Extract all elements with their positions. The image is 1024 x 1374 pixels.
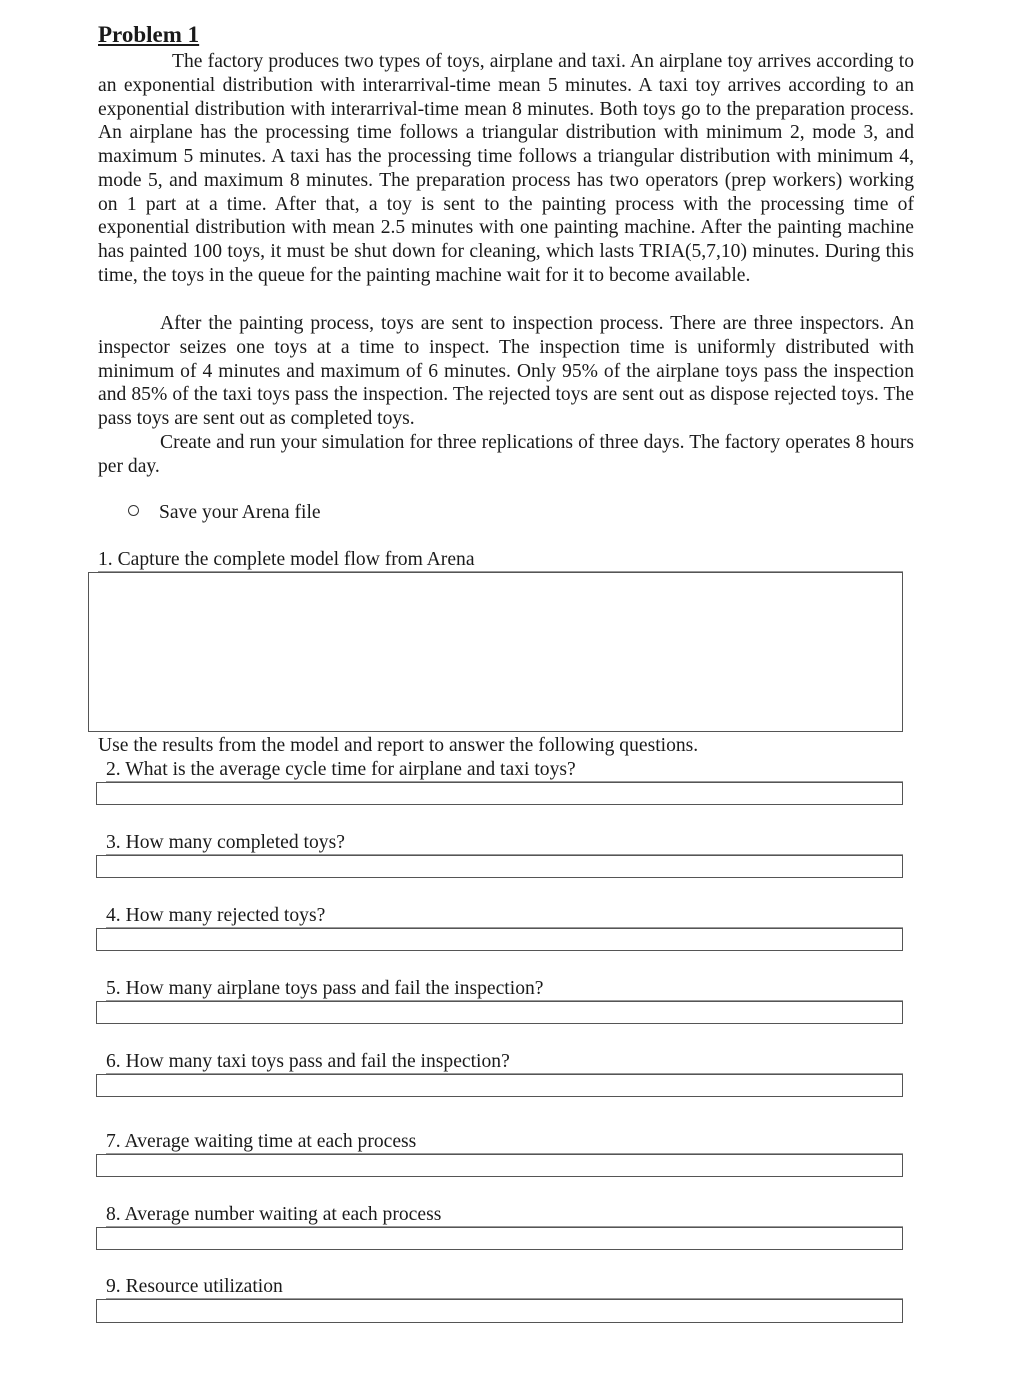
answer-box-8[interactable] <box>96 1227 903 1250</box>
problem-title: Problem 1 <box>98 22 200 47</box>
question-9: 9. Resource utilization <box>106 1276 283 1297</box>
answer-box-1[interactable] <box>88 572 903 732</box>
answer-box-6[interactable] <box>96 1074 903 1097</box>
answer-box-2[interactable] <box>96 782 903 805</box>
question-2: 2. What is the average cycle time for airplane and taxi toys? <box>106 759 576 780</box>
bullet-text: Save your Arena file <box>159 502 321 523</box>
answer-box-7[interactable] <box>96 1154 903 1177</box>
problem-paragraph-3: Create and run your simulation for three replications of three days. The factory operates 8 hours per day. <box>98 432 914 477</box>
answer-box-9[interactable] <box>96 1299 903 1323</box>
problem-paragraph-2: After the painting process, toys are sent to inspection process. There are three inspectors. An inspector seizes one toys at a time to inspect. The inspection time is uniformly distributed with minimum of 4 minutes and maximum of 6 minutes. Only 95% of the airplane toys pass the inspection and 85% of the taxi toys pass the inspection. The rejected toys are sent out as dispose rejected toys. The pass toys are sent out as completed toys. <box>98 313 914 429</box>
bullet-circle-icon <box>128 505 139 516</box>
question-3: 3. How many completed toys? <box>106 832 345 853</box>
answer-box-4[interactable] <box>96 928 903 951</box>
answer-box-3[interactable] <box>96 855 903 878</box>
problem-paragraph-1: The factory produces two types of toys, airplane and taxi. An airplane toy arrives according to an exponential distribution with interarrival-time mean 5 minutes. A taxi toy arrives according to an exponential distribution with interarrival-time mean 8 minutes. Both toys go to the preparation process. An airplane has the processing time follows a triangular distribution with minimum 2, mode 3, and maximum 5 minutes. A taxi has the processing time follows a triangular distribution with minimum 4, mode 5, and maximum 8 minutes. The preparation process has two operators (prep workers) working on 1 part at a time. After that, a toy is sent to the painting process with the processing time of exponential distribution with mean 2.5 minutes with one painting machine. After the painting machine has painted 100 toys, it must be shut down for cleaning, which lasts TRIA(5,7,10) minutes. During this time, the toys in the queue for the painting machine wait for it to become available. <box>98 51 914 286</box>
save-file-bullet <box>128 500 321 526</box>
question-8: 8. Average number waiting at each process <box>106 1204 442 1225</box>
question-1: 1. Capture the complete model flow from Arena <box>98 549 475 570</box>
question-4: 4. How many rejected toys? <box>106 905 326 926</box>
question-6: 6. How many taxi toys pass and fail the inspection? <box>106 1051 510 1072</box>
instructions-text: Use the results from the model and report to answer the following questions. <box>98 735 699 756</box>
question-7: 7. Average waiting time at each process <box>106 1131 417 1152</box>
question-5: 5. How many airplane toys pass and fail the inspection? <box>106 978 544 999</box>
answer-box-5[interactable] <box>96 1001 903 1024</box>
